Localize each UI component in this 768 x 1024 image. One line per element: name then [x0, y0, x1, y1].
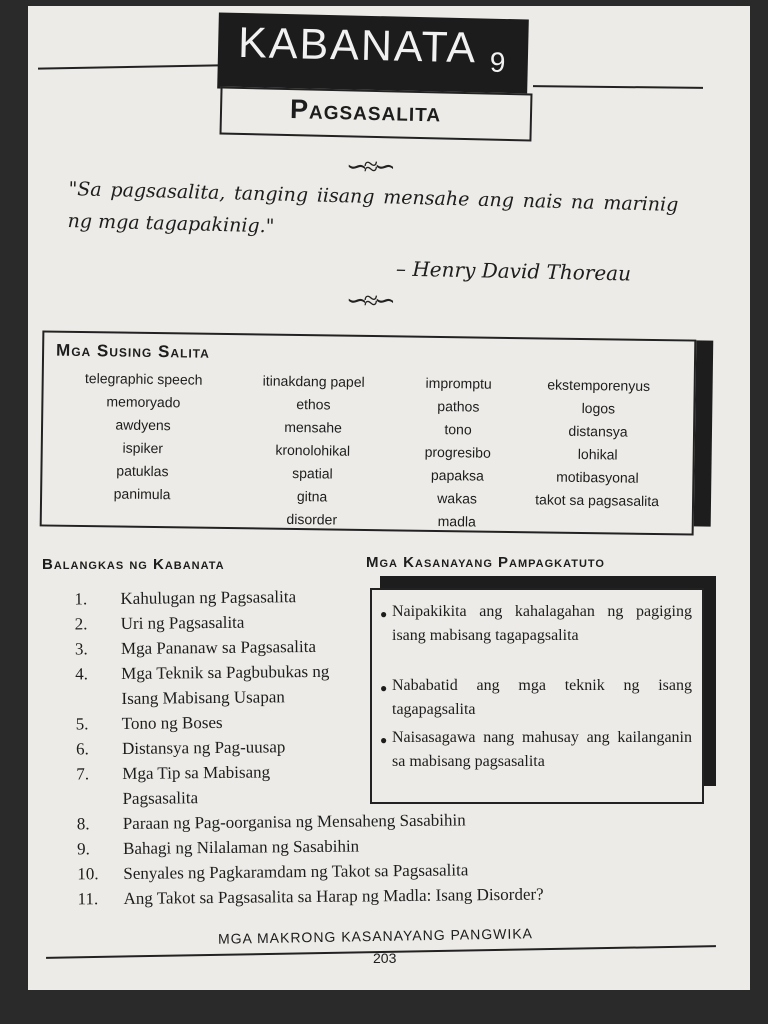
item-text: Mga Teknik sa Pagbubukas ng Isang Mabisang Usapan	[121, 661, 330, 708]
bullet-icon: ●	[380, 681, 388, 695]
goals-heading: Mga Kasanayang Pampagkatuto	[366, 554, 605, 571]
chapter-word: KABANATA	[237, 18, 478, 73]
goal-text: Naipakikita ang kahalagahan ng pagiging isang mabisang tagapagsalita	[392, 603, 692, 644]
keyword: patuklas	[116, 462, 169, 480]
item-text: Mga Tip sa Mabisang Pagsasalita	[122, 762, 271, 808]
item-text: Tono ng Boses	[121, 712, 223, 733]
goal-item	[380, 726, 692, 774]
keyword: mensahe	[284, 418, 342, 436]
chapter-title-box	[219, 86, 532, 141]
keyword: madla	[437, 512, 476, 530]
keyword: logos	[581, 399, 616, 417]
item-number: 5.	[75, 714, 89, 734]
item-text: Uri ng Pagsasalita	[120, 612, 245, 633]
outline-heading: Balangkas ng Kabanata	[42, 556, 225, 573]
chapter-label-box	[217, 12, 529, 95]
item-text: Ang Takot sa Pagsasalita sa Harap ng Madla: Isang Disorder?	[123, 884, 544, 908]
keyword: awdyens	[115, 416, 171, 434]
item-text: Paraan ng Pag-oorganisa ng Mensaheng Sasabihin	[122, 810, 466, 833]
item-text: Kahulugan ng Pagsasalita	[120, 587, 297, 608]
bullet-icon: ●	[380, 607, 388, 621]
item-number: 11.	[77, 889, 99, 909]
keyword: spatial	[292, 464, 333, 482]
epigraph-quote: "Sa pagsasalita, tanging iisang mensahe ang nais na marinig ng mga tagapakinig."	[67, 178, 679, 238]
item-number: 7.	[76, 764, 90, 784]
keyword: gitna	[296, 488, 328, 505]
item-text: Mga Pananaw sa Pagsasalita	[120, 636, 317, 658]
chapter-title: Pagsasalita	[289, 94, 442, 128]
keyword: kronolohikal	[275, 441, 351, 459]
header-rule-left	[38, 64, 218, 69]
item-number: 3.	[74, 639, 88, 659]
keyword: ethos	[296, 395, 331, 413]
keyword: takot sa pagsasalita	[535, 491, 660, 510]
list-item	[77, 882, 543, 912]
keyword: papaksa	[430, 466, 484, 484]
keywords-column-1	[62, 367, 224, 507]
keywords-column-3	[397, 371, 519, 534]
item-number: 8.	[76, 814, 90, 834]
goal-text: Nababatid ang mga teknik ng isang tagapagsalita	[392, 677, 692, 718]
keyword: distansya	[568, 422, 628, 440]
keyword: itinakdang papel	[262, 372, 365, 390]
goal-text: Naisasagawa nang mahusay ang kailanganin sa mabisang pagsasalita	[392, 729, 692, 770]
ornament-bottom: ∽≈∽	[346, 286, 392, 315]
keyword: ekstemporenyus	[547, 376, 651, 394]
keyword: progresibo	[424, 443, 491, 461]
item-number: 2.	[74, 614, 88, 634]
chapter-number: 9	[489, 46, 506, 79]
keywords-column-4	[512, 373, 684, 513]
item-number: 1.	[74, 589, 88, 609]
item-text: Senyales ng Pagkaramdam ng Takot sa Pagsasalita	[123, 860, 469, 883]
epigraph-author: – Henry David Thoreau	[395, 256, 632, 286]
item-text: Bahagi ng Nilalaman ng Sasabihin	[122, 836, 360, 858]
keywords-column-2	[237, 369, 389, 532]
page-number: 203	[373, 950, 397, 966]
keyword: lohikal	[577, 445, 618, 463]
keyword: impromptu	[425, 374, 492, 392]
keyword: ispiker	[122, 439, 164, 457]
running-footer-title: MGA MAKRONG KASANAYANG PANGWIKA	[217, 925, 534, 947]
keyword: tono	[444, 421, 472, 438]
item-number: 10.	[77, 864, 99, 884]
goals-box	[370, 588, 704, 804]
keyword: telegraphic speech	[84, 370, 203, 388]
goal-item	[380, 674, 692, 722]
item-number: 9.	[76, 839, 90, 859]
keyword: motibasyonal	[556, 468, 639, 486]
item-text: Distansya ng Pag-uusap	[121, 737, 286, 758]
keyword: panimula	[113, 485, 171, 503]
goal-item	[380, 600, 692, 648]
item-number: 4.	[75, 664, 89, 684]
ornament-top: ∽≈∽	[346, 152, 392, 181]
keyword: memoryado	[106, 393, 181, 411]
keywords-box	[40, 330, 697, 535]
keyword: wakas	[437, 489, 478, 507]
keyword: pathos	[437, 397, 480, 415]
bullet-icon: ●	[380, 733, 388, 747]
keyword: disorder	[286, 510, 338, 528]
book-page	[28, 6, 750, 990]
item-number: 6.	[75, 739, 89, 759]
header-rule-right	[533, 85, 703, 89]
keywords-title: Mga Susing Salita	[55, 340, 210, 362]
